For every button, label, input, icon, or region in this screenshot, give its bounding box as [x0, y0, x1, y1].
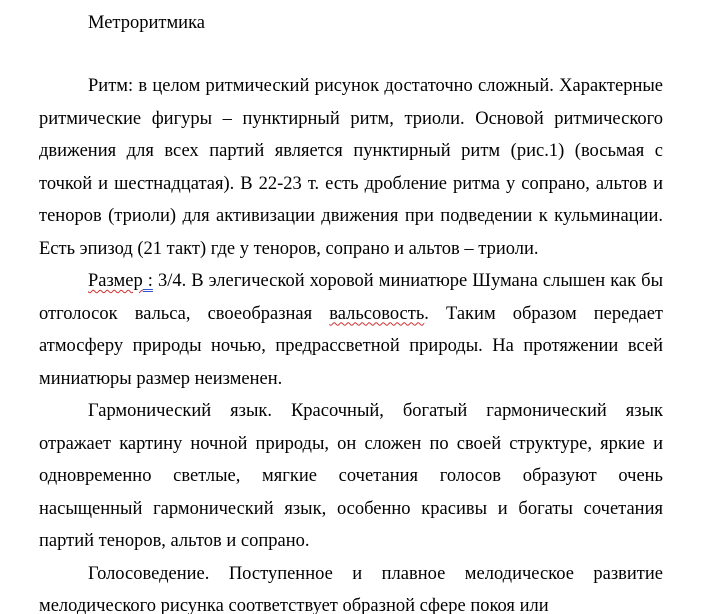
paragraph-meter-text-b: . Таким образом передает атмосферу природы ночью, предрассветной природы. На протяжении всей миниатюры размер неизменен.: [39, 303, 663, 389]
section-heading: Метроритмика: [88, 13, 205, 33]
paragraph-meter-text-a: 3/4. В элегической хоровой миниатюре Шумана слышен как бы отголосок вальса, своеобразная: [39, 271, 663, 324]
document-body: [39, 70, 663, 614]
paragraph-harmony: Гармонический язык. Красочный, богатый гармонический язык отражает картину ночной природы, он сложен по своей структуре, яркие и одновременно светлые, мягкие сочетания голосов образуют очень насыщенный гармонический язык, особенно красивы и богаты сочетания партий теноров, альтов и сопрано.: [39, 401, 663, 551]
spellcheck-underline-word[interactable]: Размер: [88, 271, 143, 291]
paragraph-voice-leading: Голосоведение. Поступенное и плавное мелодическое развитие мелодического рисунка соответствует образной сфере покоя или: [39, 563, 663, 614]
spellcheck-underline-word[interactable]: вальсовость: [329, 303, 425, 324]
paragraph-rhythm: Ритм: в целом ритмический рисунок достаточно сложный. Характерные ритмические фигуры – пунктирный ритм, триоли. Основой ритмического движения для всех партий является пунктирный ритм (рис.1) (восьмая с точкой и шестнадцатая). В 22-23 т. есть дробление ритма у сопрано, альтов и теноров (триоли) для активизации движения при подведении к кульминации. Есть эпизод (21 такт) где у теноров, сопрано и альтов – триоли.: [39, 76, 663, 259]
paragraph-meter: [39, 265, 663, 395]
grammar-underline-punct[interactable]: :: [142, 271, 153, 291]
